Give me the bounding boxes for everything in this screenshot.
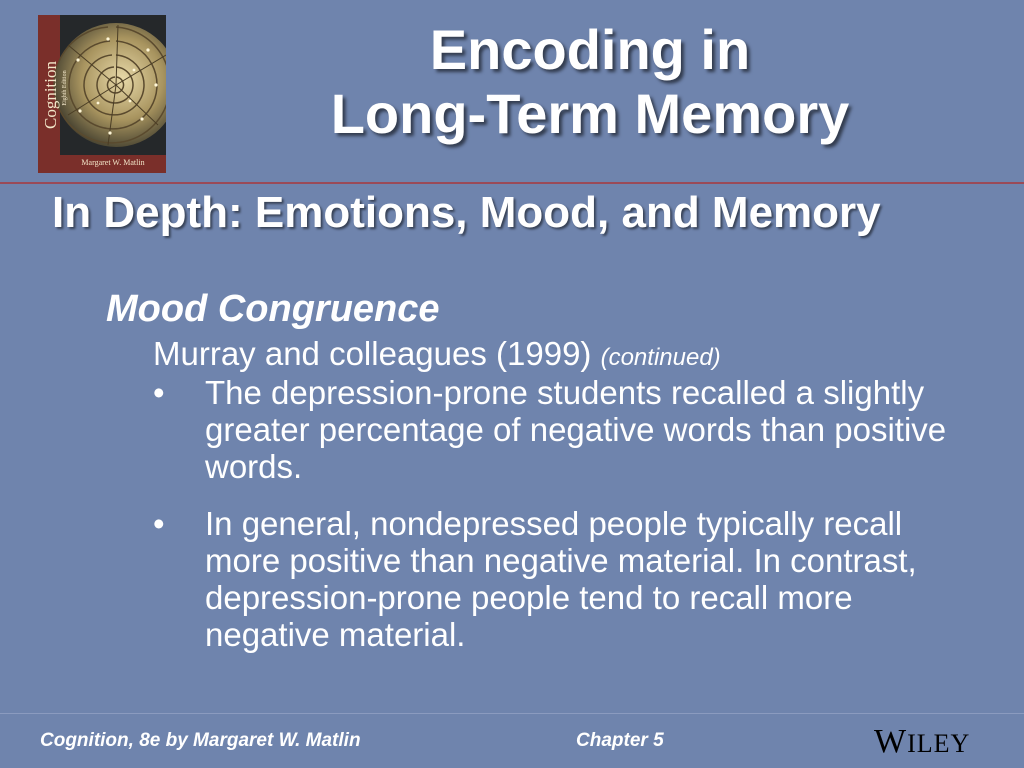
- book-cover-edition: Eighth Edition: [62, 70, 68, 106]
- book-cover-title: Cognition: [41, 61, 60, 130]
- subheading: Mood Congruence: [106, 288, 440, 330]
- book-cover-author: Margaret W. Matlin: [81, 158, 145, 167]
- intro-line: [153, 335, 721, 377]
- publisher-logo: [874, 722, 1004, 764]
- publisher-logo-rest: ILEY: [907, 729, 971, 758]
- intro-continued-note: (continued): [600, 344, 721, 371]
- slide-title-line1: Encoding in: [429, 18, 751, 81]
- section-heading: In Depth: Emotions, Mood, and Memory: [52, 188, 881, 237]
- footer-divider: [0, 713, 1024, 714]
- bullet-marker: •: [153, 374, 165, 411]
- slide-title: [230, 18, 950, 146]
- bullet-item: [153, 374, 983, 485]
- bullet-text: The depression-prone students recalled a slightly greater percentage of negative words than positive words.: [205, 374, 947, 485]
- footer-book-credit: Cognition, 8e by Margaret W. Matlin: [40, 730, 361, 751]
- book-cover-image: [38, 15, 166, 173]
- bullet-text: In general, nondepressed people typically recall more positive than negative material. In contrast, depression-prone people tend to recall more negative material.: [205, 505, 917, 653]
- bullet-marker: •: [153, 505, 165, 542]
- intro-text: Murray and colleagues (1999): [153, 335, 592, 372]
- title-divider: [0, 182, 1024, 184]
- footer-chapter: Chapter 5: [576, 730, 664, 751]
- publisher-logo-initial: W: [874, 723, 908, 760]
- slide-title-line2: Long-Term Memory: [330, 82, 850, 145]
- bullet-item: [153, 505, 983, 653]
